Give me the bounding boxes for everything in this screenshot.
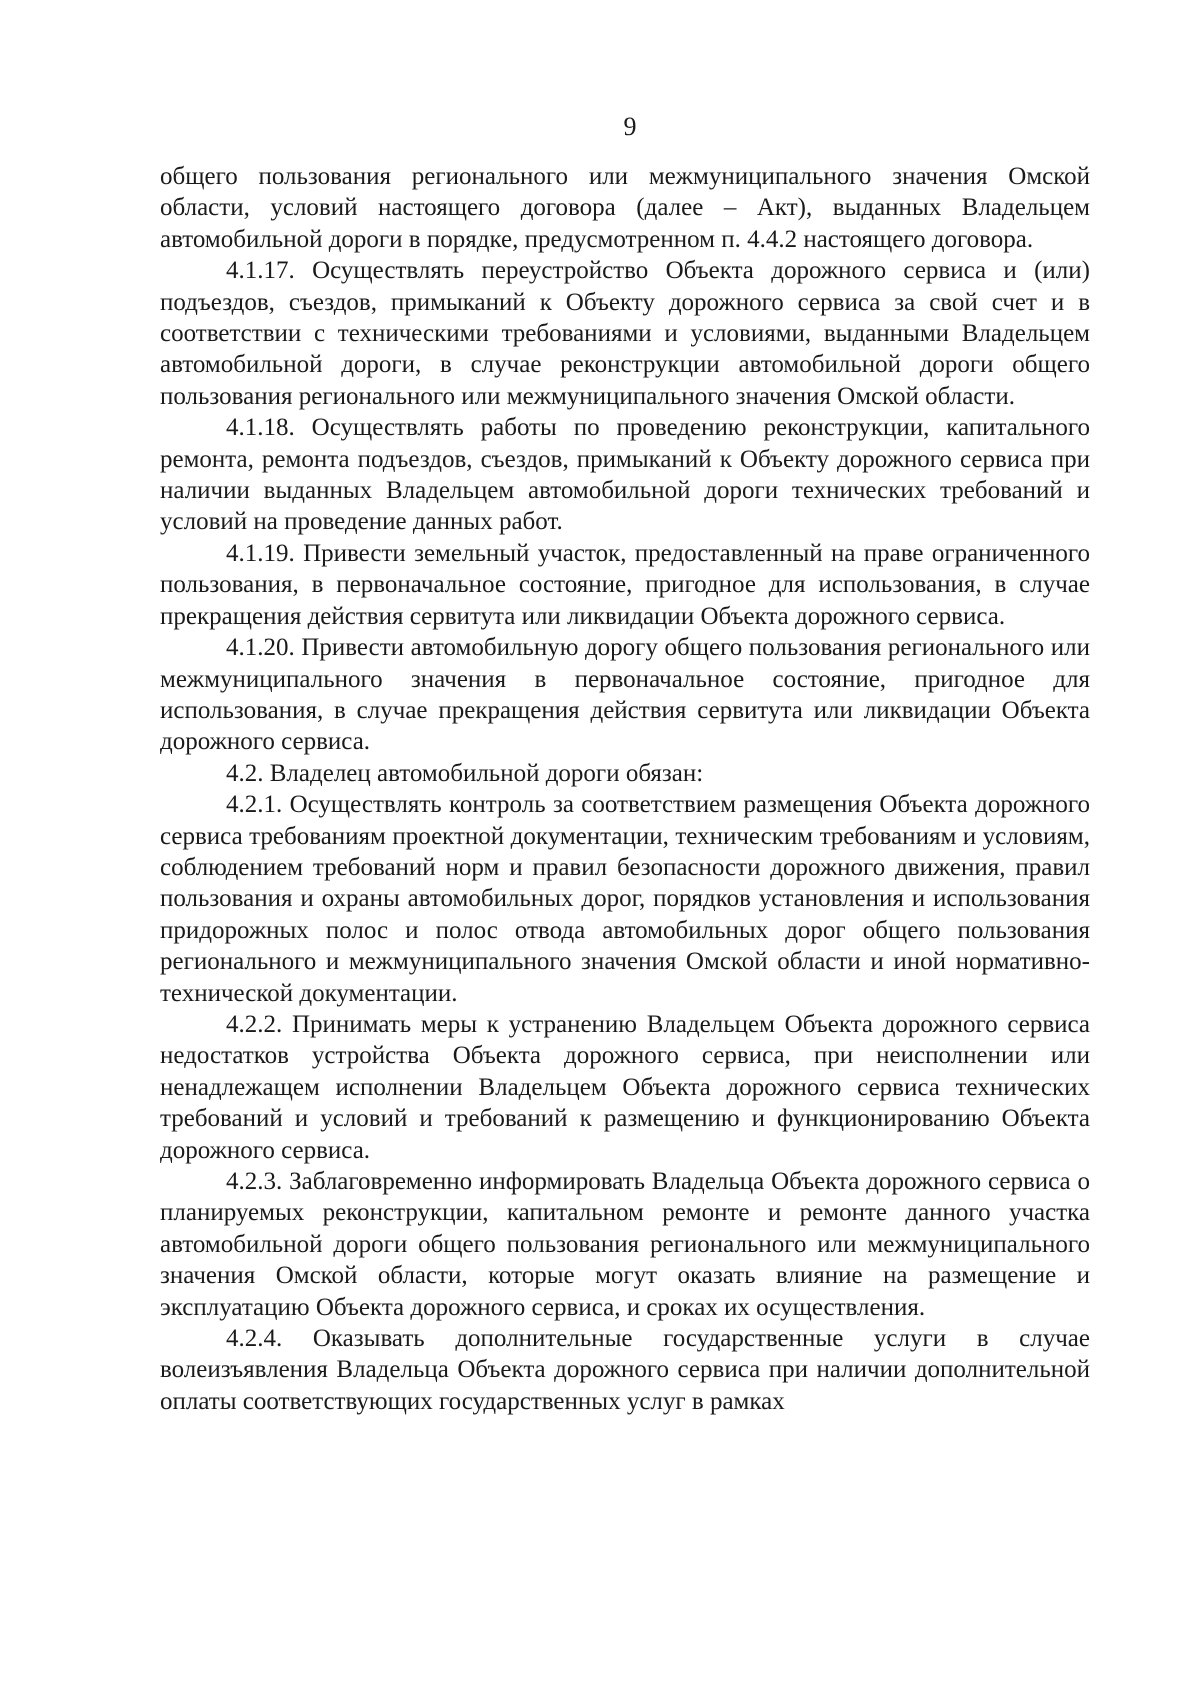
paragraph-continuation: общего пользования регионального или межмуниципального значения Омской области, условий настоящего договора (далее – Акт), выданных Владельцем автомобильной дороги в порядке, предусмотренном п. 4.4.2 настоящего договора. <box>160 163 1090 253</box>
page-number: 9 <box>623 112 637 141</box>
paragraph-4-2-3: 4.2.3. Заблаговременно информировать Владельца Объекта дорожного сервиса о планируемых реконструкции, капитальном ремонте и ремонте данного участка автомобильной дороги общего пользования регионального или межмуниципального значения Омской области, которые могут оказать влияние на размещение и эксплуатацию Объекта дорожного сервиса, и сроках их осуществления. <box>160 1168 1090 1321</box>
paragraph-4-1-20: 4.1.20. Привести автомобильную дорогу общего пользования регионального или межмуниципального значения в первоначальное состояние, пригодное для использования, в случае прекращения действия сервитута или ликвидации Объекта дорожного сервиса. <box>160 634 1090 756</box>
paragraph-4-2-4: 4.2.4. Оказывать дополнительные государственные услуги в случае волеизъявления Владельца Объекта дорожного сервиса при наличии дополнительной оплаты соответствующих государственных услуг в рамках <box>160 1325 1090 1415</box>
paragraph-4-1-17: 4.1.17. Осуществлять переустройство Объекта дорожного сервиса и (или) подъездов, съездов, примыканий к Объекту дорожного сервиса за свой счет и в соответствии с техническими требованиями и условиями, выданными Владельцем автомобильной дороги, в случае реконструкции автомобильной дороги общего пользования регионального или межмуниципального значения Омской области. <box>160 257 1090 410</box>
document-body <box>160 161 1090 1417</box>
paragraph-4-2: 4.2. Владелец автомобильной дороги обязан: <box>226 759 704 787</box>
paragraph-4-2-1: 4.2.1. Осуществлять контроль за соответствием размещения Объекта дорожного сервиса требованиям проектной документации, техническим требованиям и условиям, соблюдением требований норм и правил безопасности дорожного движения, правил пользования и охраны автомобильных дорог, порядков установления и использования придорожных полос и полос отвода автомобильных дорог общего пользования регионального и межмуниципального значения Омской области и иной нормативно-технической документации. <box>160 791 1090 1007</box>
paragraph-4-2-2: 4.2.2. Принимать меры к устранению Владельцем Объекта дорожного сервиса недостатков устройства Объекта дорожного сервиса, при неисполнении или ненадлежащем исполнении Владельцем Объекта дорожного сервиса технических требований и условий и требований к размещению и функционированию Объекта дорожного сервиса. <box>160 1010 1090 1164</box>
paragraph-4-1-19: 4.1.19. Привести земельный участок, предоставленный на праве ограниченного пользования, в первоначальное состояние, пригодное для использования, в случае прекращения действия сервитута или ликвидации Объекта дорожного сервиса. <box>160 539 1090 630</box>
paragraph-4-1-18: 4.1.18. Осуществлять работы по проведению реконструкции, капитального ремонта, ремонта подъездов, съездов, примыканий к Объекту дорожного сервиса при наличии выданных Владельцем автомобильной дороги технических требований и условий на проведение данных работ. <box>160 414 1090 536</box>
